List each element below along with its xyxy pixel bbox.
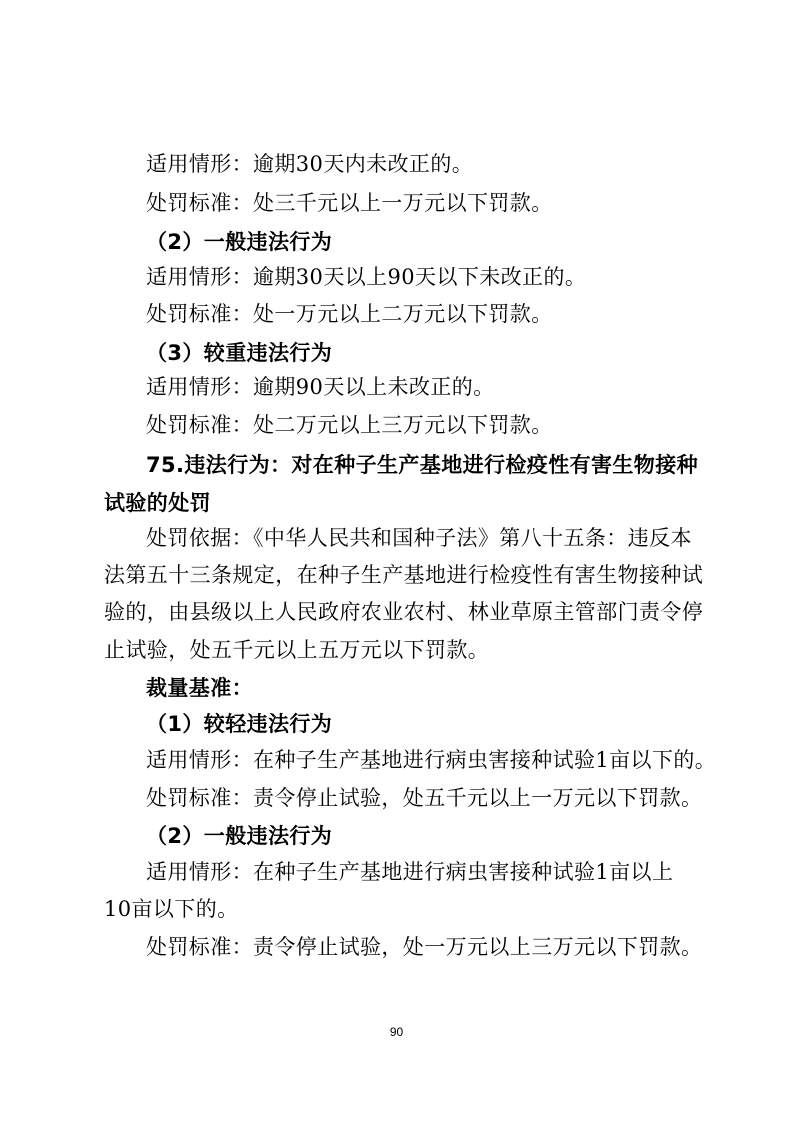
text-line: 处罚标准：处一万元以上二万元以下罚款。 xyxy=(146,302,553,326)
subsection-heading: （1）较轻违法行为 xyxy=(146,712,333,736)
section-heading: 试验的处罚 xyxy=(104,491,211,515)
subsection-heading: （2）一般违法行为 xyxy=(146,230,333,254)
text-line: 处罚标准：处三千元以上一万元以下罚款。 xyxy=(146,191,553,215)
section-heading: 75.违法行为：对在种子生产基地进行检疫性有害生物接种 xyxy=(146,453,698,477)
text-line: 适用情形：逾期30天以上90天以下未改正的。 xyxy=(146,265,587,289)
subsection-heading: 裁量基准： xyxy=(146,676,253,700)
text-line: 法第五十三条规定，在种子生产基地进行检疫性有害生物接种试 xyxy=(104,563,704,587)
page-number: 90 xyxy=(389,1025,404,1039)
text-line: 适用情形：逾期90天以上未改正的。 xyxy=(146,375,495,399)
text-line: 适用情形：在种子生产基地进行病虫害接种试验1亩以下的。 xyxy=(146,748,717,772)
text-line: 处罚标准：处二万元以上三万元以下罚款。 xyxy=(146,413,553,437)
text-line: 验的，由县级以上人民政府农业农村、林业草原主管部门责令停 xyxy=(104,600,704,624)
subsection-heading: （3）较重违法行为 xyxy=(146,341,333,365)
text-line: 适用情形：逾期30天内未改正的。 xyxy=(146,152,474,176)
text-line: 处罚标准：责令停止试验，处一万元以上三万元以下罚款。 xyxy=(146,935,703,959)
text-line: 处罚标准：责令停止试验，处五千元以上一万元以下罚款。 xyxy=(146,786,703,810)
text-line: 适用情形：在种子生产基地进行病虫害接种试验1亩以上 xyxy=(146,860,674,884)
text-line: 10亩以下的。 xyxy=(104,897,239,921)
text-line: 处罚依据：《中华人民共和国种子法》第八十五条：违反本 xyxy=(146,526,692,550)
text-line: 止试验，处五千元以上五万元以下罚款。 xyxy=(104,638,490,662)
subsection-heading: （2）一般违法行为 xyxy=(146,824,333,848)
